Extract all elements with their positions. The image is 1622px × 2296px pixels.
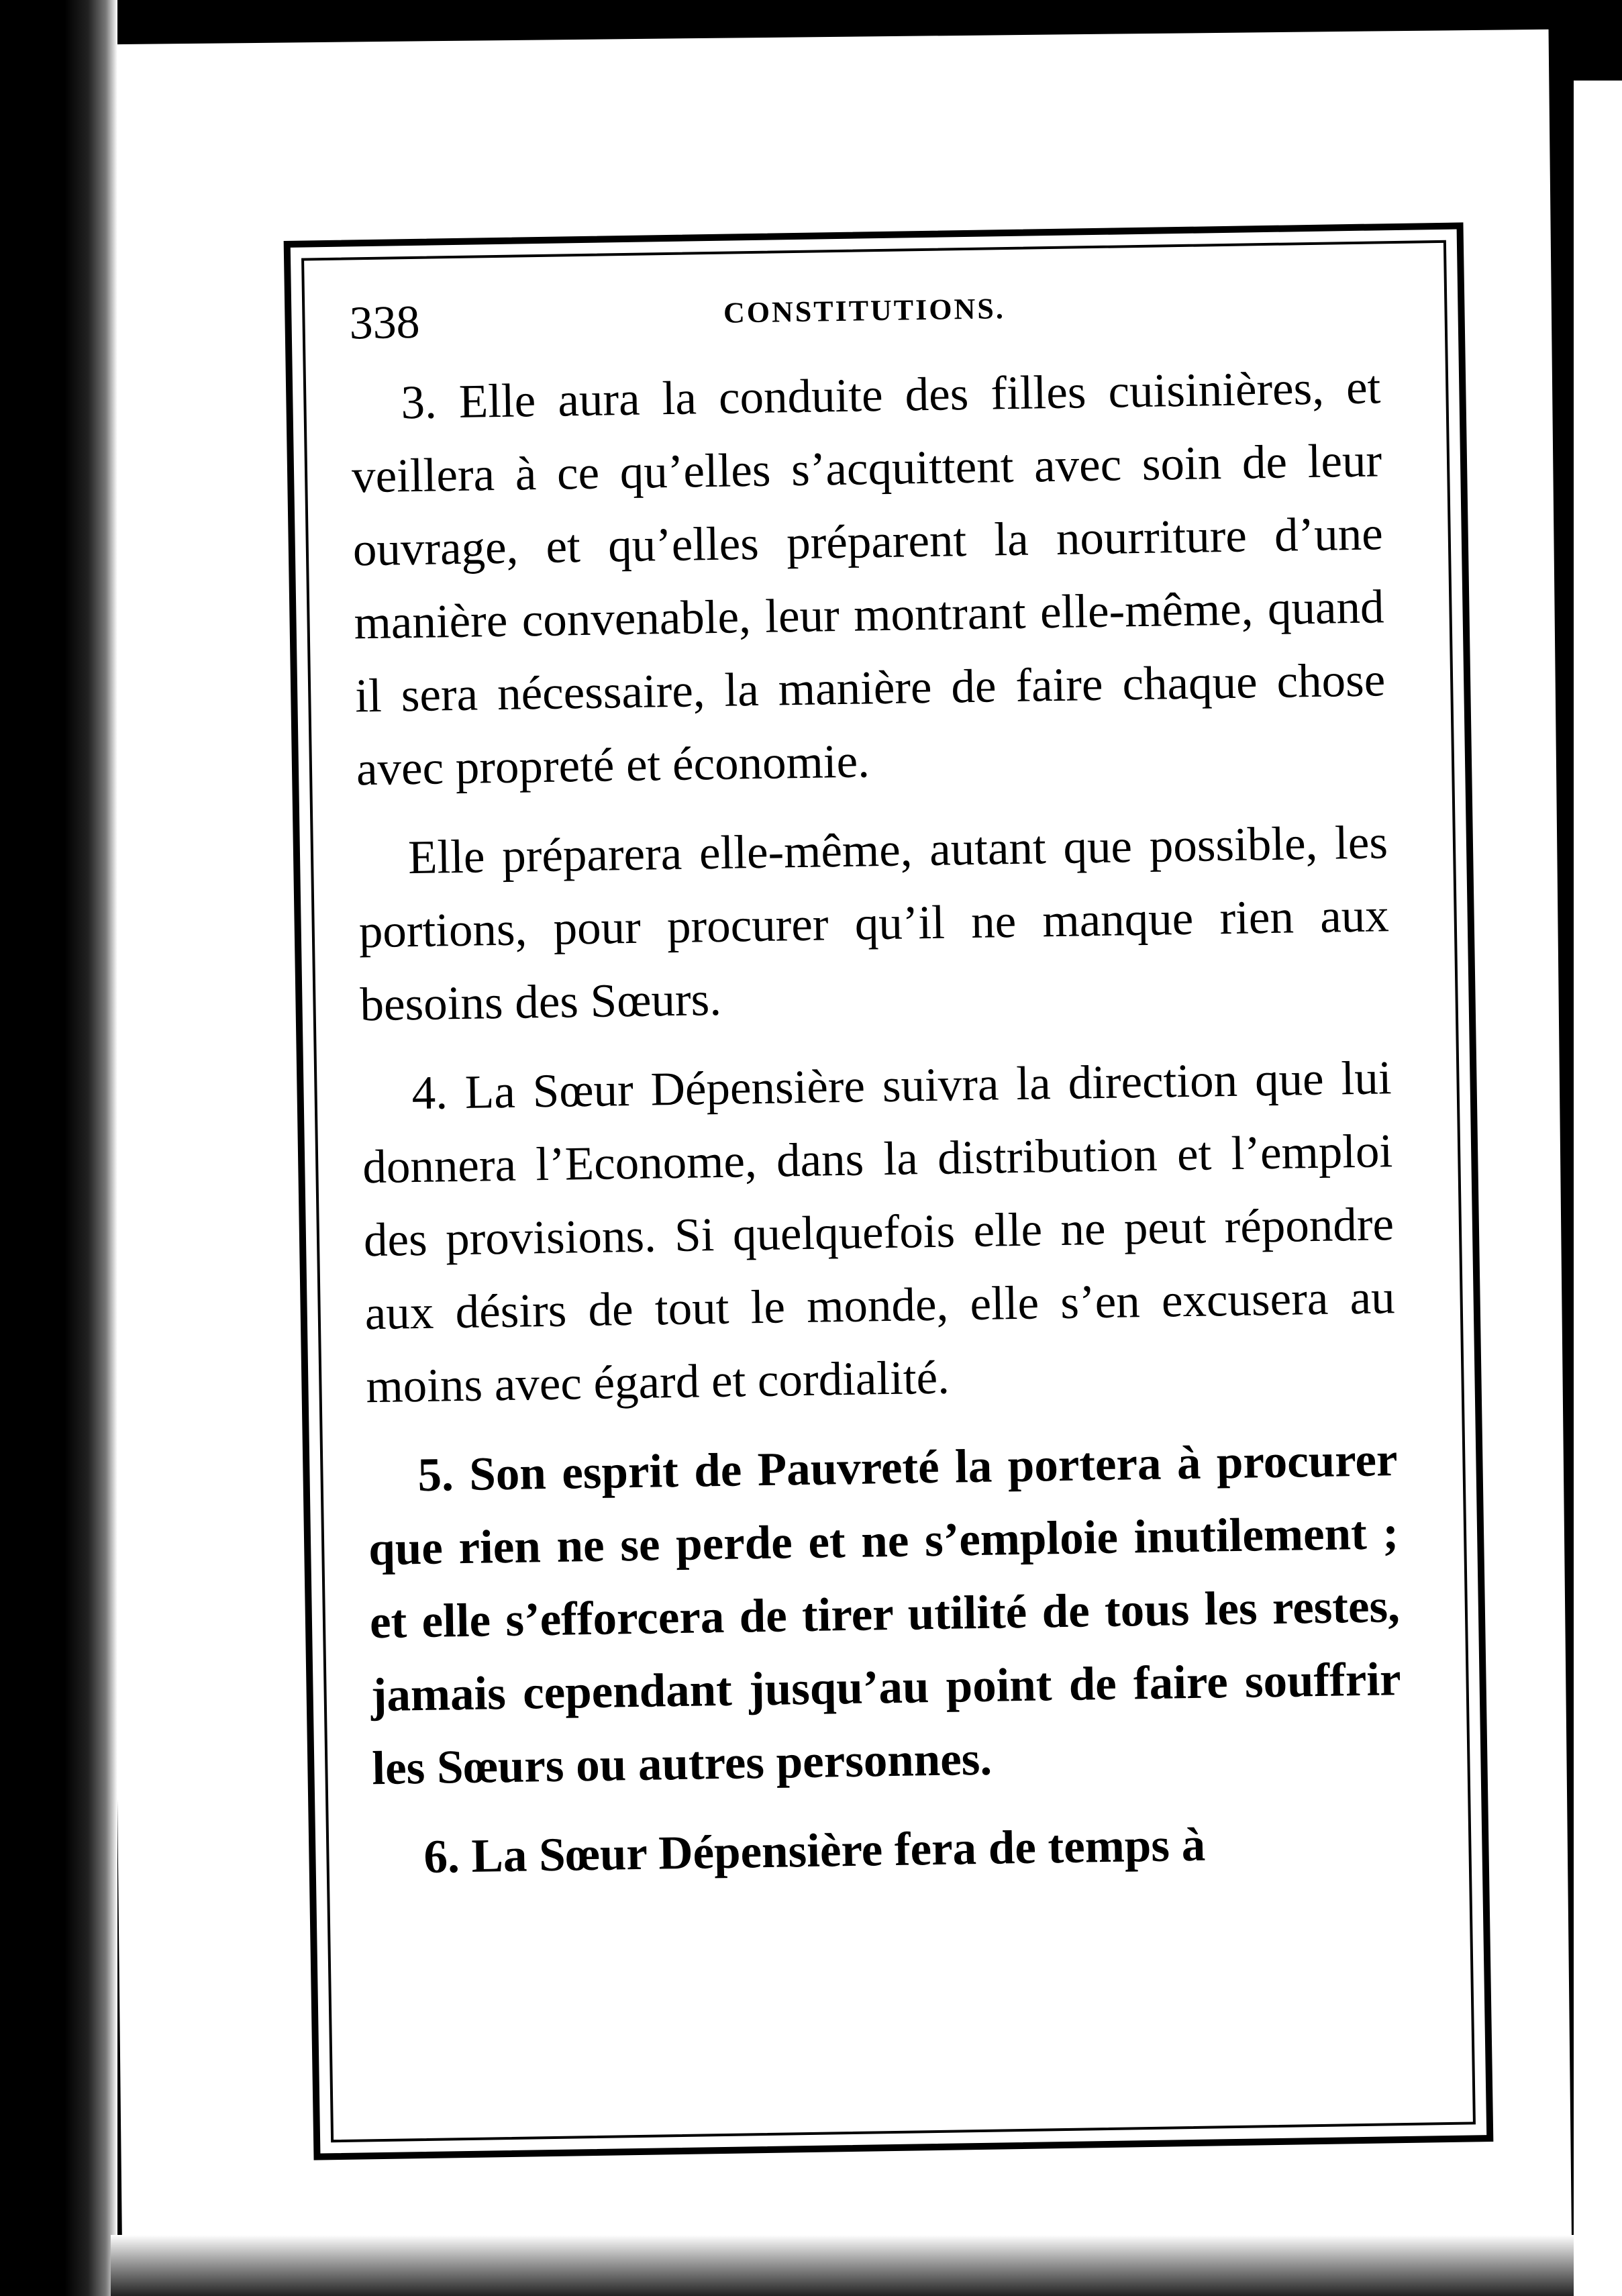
text-border-frame (284, 222, 1494, 2160)
paragraph-article-4: 4. La Sœur Dépensière suivra la direction que lui donnera l’Econome, dans la distribution et l’emploi des provisions. Si quelquefois elle ne peut répondre aux désirs de tout le monde, elle s’en excusera au moins avec égard et cordialité. (362, 1052, 1396, 1413)
page-content (349, 277, 1404, 1895)
book-spine-shadow (0, 0, 117, 2296)
paragraph-portions: Elle préparera elle-même, autant que possible, les portions, pour procurer qu’il ne manque rien aux besoins des Sœurs. (358, 816, 1390, 1032)
paragraph-article-6: 6. La Sœur Dépensière fera de temps à (423, 1818, 1206, 1883)
paragraph-article-5: 5. Son esprit de Pauvreté la portera à procurer que rien ne se perde et ne s’emploie inutilement ; et elle s’efforcera de tirer utilité de tous les restes, jamais cependant jusqu’au point de faire souffrir les Sœurs ou autres personnes. (368, 1434, 1402, 1795)
facing-page-edge (1574, 81, 1622, 2296)
page-bottom-edge (111, 2235, 1574, 2296)
running-title: CONSTITUTIONS. (723, 292, 1006, 330)
page-number: 338 (348, 296, 421, 350)
paragraph-article-3: 3. Elle aura la conduite des filles cuisinières, et veillera à ce qu’elles s’acquittent avec soin de leur ouvrage, et qu’elles préparent la nourriture d’une manière convenable, leur montrant elle-même, quand il sera nécessaire, la manière de faire chaque chose avec propreté et économie. (351, 361, 1386, 796)
